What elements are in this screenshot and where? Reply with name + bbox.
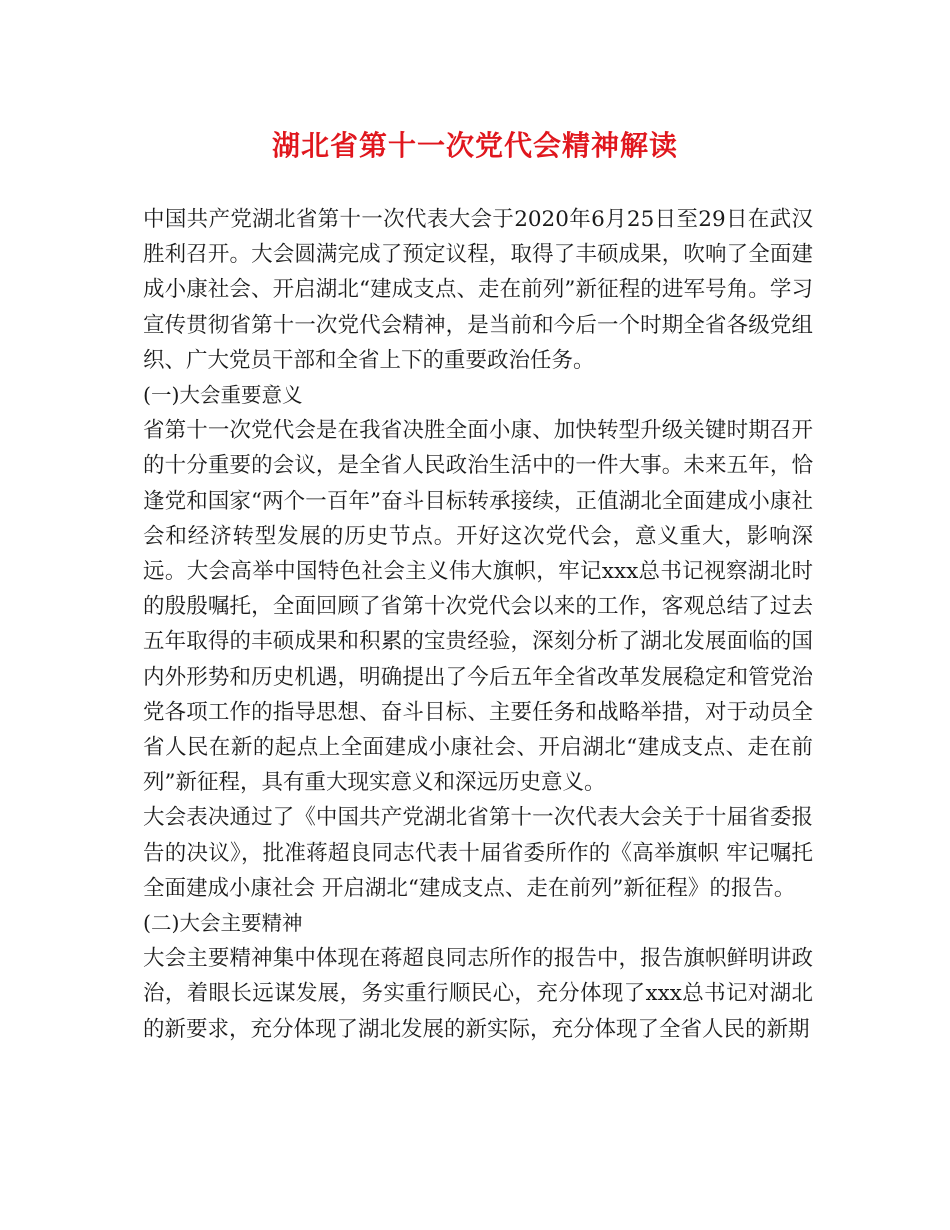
paragraph-main-spirit: 大会主要精神集中体现在蒋超良同志所作的报告中，报告旗帜鲜明讲政治，着眼长远谋发展，务实重行顺民心，充分体现了xxx总书记对湖北的新要求，充分体现了湖北发展的新实际，充分体现了全省人民的新期	[143, 946, 813, 1042]
paragraph-significance: 省第十一次党代会是在我省决胜全面小康、加快转型升级关键时期召开的十分重要的会议，是全省人民政治生活中的一件大事。未来五年，恰逢党和国家“两个一百年”奋斗目标转承接续，正值湖北全面建成小康社会和经济转型发展的历史节点。开好这次党代会，意义重大，影响深远。大会高举中国特色社会主义伟大旗帜，牢记xxx总书记视察湖北时的殷殷嘱托，全面回顾了省第十次党代会以来的工作，客观总结了过去五年取得的丰硕成果和积累的宝贵经验，深刻分析了湖北发展面临的国内外形势和历史机遇，明确提出了今后五年全省改革发展稳定和管党治党各项工作的指导思想、奋斗目标、主要任务和战略举措，对于动员全省人民在新的起点上全面建成小康社会、开启湖北“建成支点、走在前列”新征程，具有重大现实意义和深远历史意义。	[143, 418, 813, 796]
paragraph-intro: 中国共产党湖北省第十一次代表大会于2020年6月25日至29日在武汉胜利召开。大会圆满完成了预定议程，取得了丰硕成果，吹响了全面建成小康社会、开启湖北“建成支点、走在前列”新征程的进军号角。学习宣传贯彻省第十一次党代会精神，是当前和今后一个时期全省各级党组织、广大党员干部和全省上下的重要政治任务。	[143, 207, 813, 373]
section-heading-significance: (一)大会重要意义	[143, 383, 303, 408]
document-body	[143, 202, 813, 1047]
document-title: 湖北省第十一次党代会精神解读	[271, 129, 678, 162]
paragraph-resolution: 大会表决通过了《中国共产党湖北省第十一次代表大会关于十届省委报告的决议》，批准蒋超良同志代表十届省委所作的《高举旗帜 牢记嘱托 全面建成小康社会 开启湖北“建成支点、走在前列”新征程》的报告。	[143, 805, 813, 901]
section-heading-main-spirit: (二)大会主要精神	[143, 911, 303, 936]
